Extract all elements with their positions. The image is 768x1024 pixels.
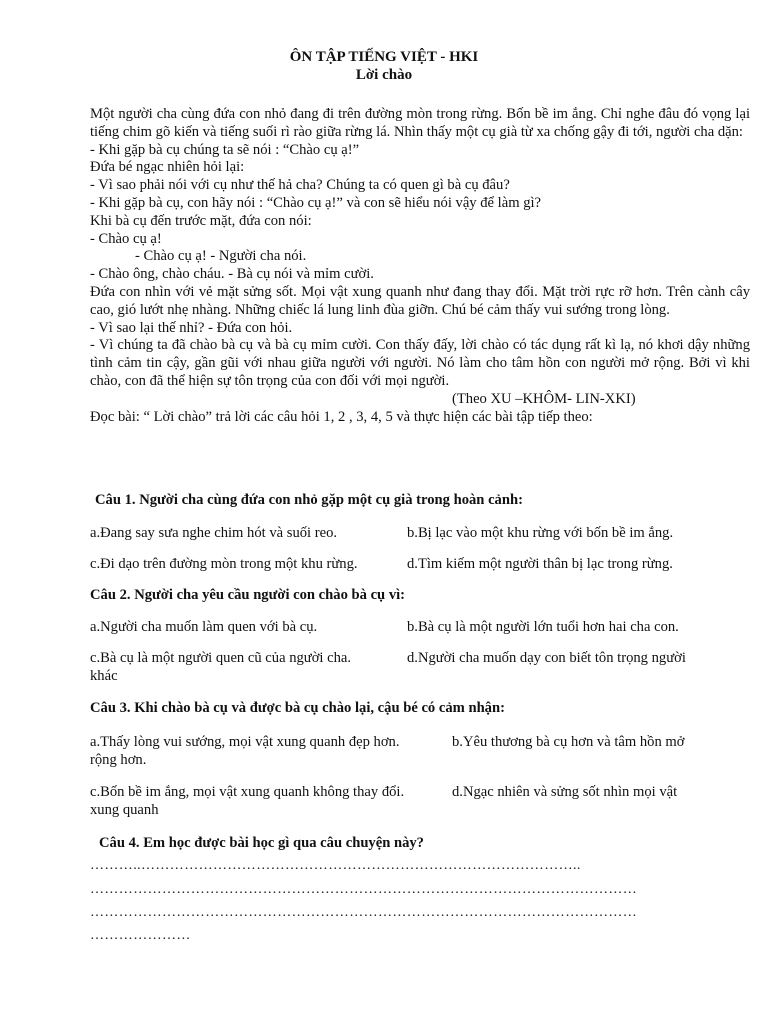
question-1-option-d: d.Tìm kiếm một người thân bị lạc trong rừng. <box>407 556 673 572</box>
question-3-option-c: c.Bốn bề im ắng, mọi vật xung quanh không thay đổi. <box>90 784 405 800</box>
question-2-option-d: d.Người cha muốn dạy con biết tôn trọng người <box>407 650 686 666</box>
question-1-option-a: a.Đang say sưa nghe chim hót và suối reo. <box>90 525 338 541</box>
question-3-heading: Câu 3. Khi chào bà cụ và được bà cụ chào lại, cậu bé có cảm nhận: <box>90 700 505 716</box>
question-3-option-d-continued: xung quanh <box>90 802 159 818</box>
story-line: - Chào cụ ạ! - Người cha nói. <box>135 248 307 265</box>
story-line: - Chào ông, chào cháu. - Bà cụ nói và mỉm cười. <box>90 266 374 283</box>
answer-line-2[interactable]: …………………………………………………………………………………………………… <box>90 882 638 897</box>
story-paragraph: - Vì chúng ta đã chào bà cụ và bà cụ mỉm cười. Con thấy đấy, lời chào có tác dụng rất kì lạ, nó khơi dậy những tình cảm tin cậy, gần gũi với nhau giữa người với người. Nó làm cho tâm hồn con người mở rộng. Bởi vì khi chào, con đã thể hiện sự tôn trọng của con đối với mọi người. <box>90 337 750 389</box>
story-text <box>90 106 750 426</box>
question-2-option-c: c.Bà cụ là một người quen cũ của người cha. <box>90 650 352 666</box>
question-2-heading: Câu 2. Người cha yêu cầu người con chào bà cụ vì: <box>90 587 406 603</box>
story-line: - Vì sao lại thế nhỉ? - Đứa con hỏi. <box>90 319 293 336</box>
answer-line-3[interactable]: …………………………………………………………………………………………………… <box>90 905 638 920</box>
answer-line-1[interactable]: ………..……………………………………………………………………………….. <box>90 858 581 873</box>
story-line: Đứa bé ngạc nhiên hỏi lại: <box>90 159 245 176</box>
page-subtitle: Lời chào <box>355 67 413 83</box>
reading-instruction: Đọc bài: “ Lời chào” trả lời các câu hỏi 1, 2 , 3, 4, 5 và thực hiện các bài tập tiếp theo: <box>90 408 593 425</box>
story-source: (Theo XU –KHÔM- LIN-XKI) <box>452 390 636 407</box>
question-4-heading: Câu 4. Em học được bài học gì qua câu chuyện này? <box>99 835 424 851</box>
page-title: ÔN TẬP TIẾNG VIỆT - HKI <box>289 49 479 65</box>
question-2-option-d-continued: khác <box>90 668 118 684</box>
story-line: - Khi gặp bà cụ, con hãy nói : “Chào cụ ạ!” và con sẽ hiểu nói vậy để làm gì? <box>90 194 542 211</box>
question-2-option-b: b.Bà cụ là một người lớn tuổi hơn hai cha con. <box>407 619 679 635</box>
question-3-option-b-continued: rộng hơn. <box>90 752 147 768</box>
story-paragraph: Một người cha cùng đứa con nhỏ đang đi trên đường mòn trong rừng. Bốn bề im ắng. Chỉ nghe đâu đó vọng lại tiếng chim gõ kiến và tiếng suối rì rào giữa rừng lá. Nhìn thấy một cụ già từ xa chống gậy đi tới, người cha dặn: <box>90 106 750 140</box>
question-1-heading: Câu 1. Người cha cùng đứa con nhỏ gặp một cụ già trong hoàn cảnh: <box>95 492 523 508</box>
question-1-option-c: c.Đi dạo trên đường mòn trong một khu rừng. <box>90 556 358 572</box>
question-1-option-b: b.Bị lạc vào một khu rừng với bốn bề im ắng. <box>407 525 674 541</box>
answer-line-4[interactable]: ………………… <box>90 928 191 943</box>
story-paragraph: Đứa con nhìn với vẻ mặt sửng sốt. Mọi vật xung quanh như đang thay đổi. Mặt trời rực rỡ hơn. Trên cành cây cao, gió lướt nhẹ nhàng. Những chiếc lá lung linh đùa giỡn. Chú bé cảm thấy vui sướng trong lòng. <box>90 283 750 318</box>
question-3-option-a: a.Thấy lòng vui sướng, mọi vật xung quanh đẹp hơn. <box>90 734 400 750</box>
story-line: - Vì sao phải nói với cụ như thế hả cha? Chúng ta có quen gì bà cụ đâu? <box>90 177 510 194</box>
story-line: Khi bà cụ đến trước mặt, đứa con nói: <box>90 212 312 229</box>
story-line: - Chào cụ ạ! <box>90 230 162 247</box>
question-3-option-d: d.Ngạc nhiên và sửng sốt nhìn mọi vật <box>452 784 678 800</box>
question-2-option-a: a.Người cha muốn làm quen với bà cụ. <box>90 619 318 635</box>
story-line: - Khi gặp bà cụ chúng ta sẽ nói : “Chào cụ ạ!” <box>90 141 360 158</box>
question-3-option-b: b.Yêu thương bà cụ hơn và tâm hồn mở <box>452 734 685 750</box>
